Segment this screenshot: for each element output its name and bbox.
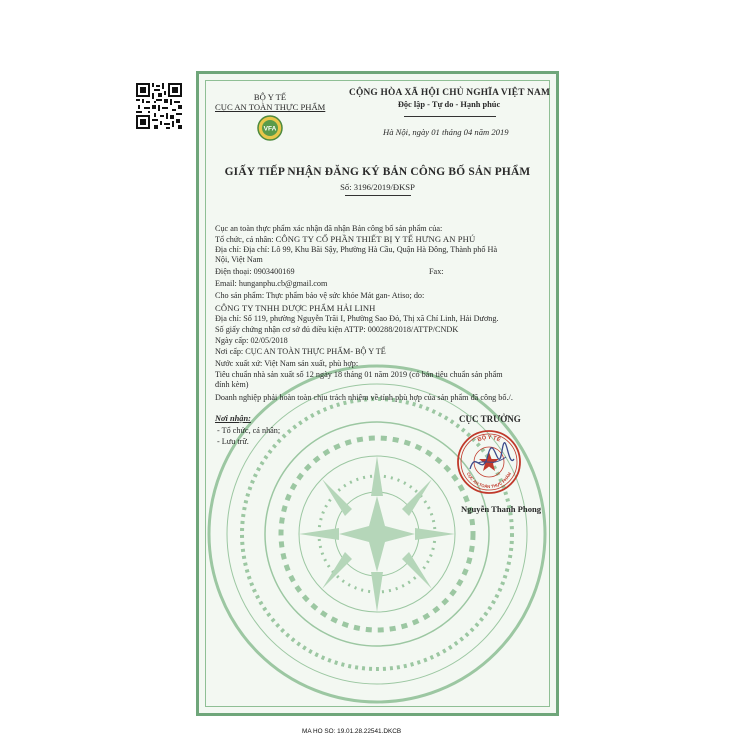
stamp-bottom-text: CỤC AN TOÀN THỰC PHẨM bbox=[465, 471, 513, 490]
product-line: Cho sản phẩm: Thực phẩm bảo vệ sức khỏe Mát gan- Atiso; do: bbox=[215, 291, 425, 300]
signer-position: CỤC TRƯỞNG bbox=[459, 414, 521, 424]
nation-name: CỘNG HÒA XÃ HỘI CHỦ NGHĨA VIỆT NAM bbox=[349, 88, 551, 98]
recipient-item: - Lưu trữ. bbox=[217, 437, 249, 446]
org-address-2: Nội, Việt Nam bbox=[215, 255, 263, 264]
responsibility-statement: Doanh nghiệp phải hoàn toàn chịu trách nhiệm về tính phù hợp của sản phẩm đã công bố./. bbox=[215, 393, 513, 402]
recipients-title: Nơi nhận: bbox=[215, 414, 251, 423]
org-name: CÔNG TY CỔ PHẦN THIẾT BỊ Y TẾ HƯNG AN PHÚ bbox=[275, 234, 476, 244]
certificate-document bbox=[196, 71, 559, 716]
issue-date-line: Hà Nội, ngày 01 tháng 04 năm 2019 bbox=[383, 127, 509, 137]
national-motto: Độc lập - Tự do - Hạnh phúc bbox=[397, 100, 501, 109]
standard-line-2: đính kèm) bbox=[215, 380, 249, 389]
ministry-name: BỘ Y TẾ bbox=[253, 92, 287, 102]
vfa-logo bbox=[257, 115, 283, 141]
vfa-logo-text: VFA bbox=[263, 125, 277, 133]
recipient-item: - Tổ chức, cá nhân; bbox=[217, 426, 281, 435]
org-address-1: Địa chỉ: Địa chỉ: Lô 99, Khu Bãi Sậy, Phường Hà Cầu, Quận Hà Đông, Thành phố Hà bbox=[215, 245, 498, 254]
standard-line-1: Tiêu chuẩn nhà sản xuất số 12 ngày 18 tháng 01 năm 2019 (có bản tiêu chuẩn sản phẩm bbox=[215, 370, 503, 379]
document-title: GIẤY TIẾP NHẬN ĐĂNG KÝ BẢN CÔNG BỐ SẢN PHẨM bbox=[224, 166, 531, 178]
org-label: Tổ chức, cá nhân: bbox=[215, 235, 274, 244]
number-underline bbox=[345, 195, 411, 196]
motto-underline bbox=[404, 116, 496, 117]
registration-code: MA HO SO: 19.01.28.22541.DKCB bbox=[302, 728, 402, 735]
official-seal-stamp bbox=[456, 429, 522, 495]
cert-issue-date: Ngày cấp: 02/05/2018 bbox=[215, 336, 288, 345]
agency-header bbox=[215, 92, 325, 112]
org-line bbox=[215, 234, 475, 245]
signer-name: Nguyễn Thanh Phong bbox=[461, 504, 542, 514]
svg-text:CỤC AN TOÀN THỰC PHẨM bbox=[466, 471, 512, 489]
body-intro: Cục an toàn thực phẩm xác nhận đã nhận Bản công bố sản phẩm của: bbox=[215, 224, 443, 233]
country-of-origin: Nước xuất xứ: Việt Nam sản xuất, phù hợp: bbox=[215, 359, 359, 368]
cert-issued-by: Nơi cấp: CỤC AN TOÀN THỰC PHẨM- BỘ Y TẾ bbox=[215, 347, 386, 356]
document-number: Số: 3196/2019/ĐKSP bbox=[340, 182, 415, 192]
org-phone: Điện thoại: 0903400169 bbox=[215, 267, 295, 276]
org-email: Email: hunganphu.cb@gmail.com bbox=[215, 279, 328, 288]
qr-code bbox=[136, 83, 182, 129]
manufacturer-address: Địa chỉ: Số 119, phường Nguyễn Trãi I, Phường Sao Đỏ, Thị xã Chí Linh, Hải Dương. bbox=[215, 314, 499, 323]
svg-text:BỘ Y TẾ bbox=[477, 433, 502, 443]
agency-name: CỤC AN TOÀN THỰC PHẨM bbox=[215, 102, 326, 112]
nation-header bbox=[349, 88, 549, 109]
food-safety-cert-number: Số giấy chứng nhận cơ sở đủ điều kiện ATTP: 000288/2018/ATTP/CNDK bbox=[215, 325, 459, 334]
org-fax: Fax: bbox=[429, 267, 444, 276]
manufacturer-name: CÔNG TY TNHH DƯỢC PHẨM HẢI LINH bbox=[215, 303, 376, 313]
stamp-top-text: BỘ Y TẾ bbox=[476, 434, 502, 444]
